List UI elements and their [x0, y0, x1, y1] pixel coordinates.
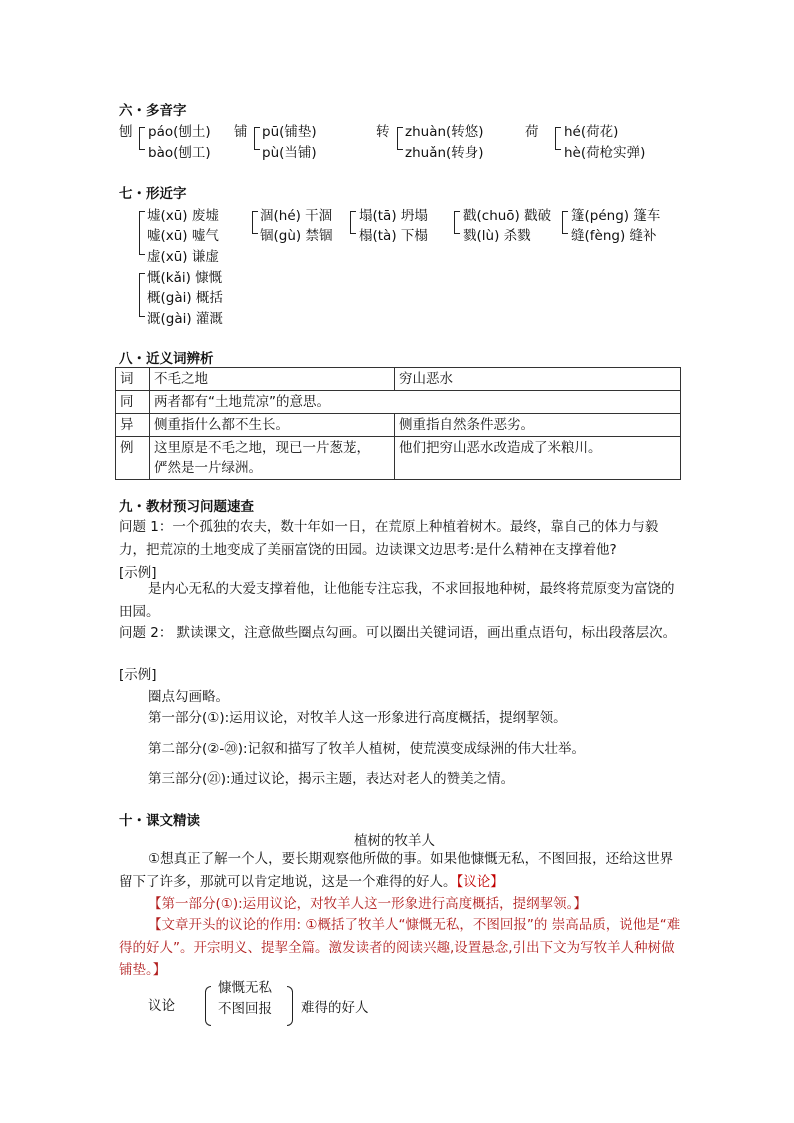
- question-2: 问题 2： 默读课文，注意做些圈点勾画。可以圈出关键词语，画出重点语句，标出段落层次。: [119, 625, 677, 641]
- similar-char: 嘘(xū) 嘘气: [147, 228, 219, 244]
- table-cell: 不毛之地: [150, 368, 395, 391]
- table-row: [116, 414, 681, 437]
- answer-line: 第一部分(①):运用议论，对牧羊人这一形象进行高度概括，提纲挈领。: [148, 710, 567, 726]
- example-label: [示例]: [119, 667, 157, 683]
- right-brace: [287, 986, 293, 1026]
- answer-line: 圈点勾画略。: [148, 689, 229, 705]
- diagram-right-label: 难得的好人: [301, 1000, 369, 1016]
- reading: páo(刨土): [148, 124, 211, 140]
- reading: hé(荷花): [564, 124, 619, 140]
- table-cell: 同: [116, 391, 150, 414]
- section-7-title: 七・形近字: [119, 186, 187, 202]
- example-line: 这里原是不毛之地，现已一片葱茏，: [154, 440, 370, 456]
- left-brace: [205, 986, 211, 1026]
- table-cell: 侧重指自然条件恶劣。: [395, 414, 681, 437]
- similar-char: 溉(gài) 灌溉: [147, 311, 223, 327]
- similar-char: 概(gài) 概括: [147, 290, 223, 306]
- brace: [454, 211, 460, 234]
- brace: [139, 273, 145, 317]
- question-1: 问题 1：一个孤独的农夫，数十年如一日，在荒原上种植着树木。最终，靠自己的体力与毅力，把荒凉的土地变成了美丽富饶的田园。边读课文边思考:是什么精神在支撑着他?: [119, 519, 659, 558]
- table-cell: 例: [116, 437, 150, 480]
- table-cell: 侧重指什么都不生长。: [150, 414, 395, 437]
- example-line: 俨然是一片绿洲。: [154, 460, 262, 476]
- section-8-title: 八・近义词辨析: [119, 351, 214, 367]
- brace: [254, 127, 260, 150]
- reading: zhuǎn(转身): [405, 145, 484, 161]
- section-10-title: 十・课文精读: [119, 813, 200, 829]
- similar-char: 戮(lù) 杀戮: [463, 228, 531, 244]
- table-row: [116, 437, 681, 480]
- similar-char: 锢(gù) 禁锢: [260, 228, 333, 244]
- table-cell: [150, 437, 395, 480]
- similar-char: 戳(chuō) 戳破: [463, 208, 552, 224]
- polyphone-char: 荷: [525, 124, 539, 140]
- similar-char: 涸(hé) 干涸: [260, 208, 333, 224]
- diagram-left-label: 议论: [148, 998, 175, 1014]
- example-label: [示例]: [119, 565, 157, 581]
- synonym-table: [115, 367, 681, 480]
- reading: hè(荷枪实弹): [564, 145, 646, 161]
- brace: [555, 127, 561, 150]
- article-paragraph-1: [119, 848, 681, 893]
- annotation-2: 【文章开头的议论的作用: ①概括了牧羊人“慷慨无私，不图回报”的 崇高品质，说他是“难得的好人”。开宗明义、提挈全篇。激发读者的阅读兴趣,设置悬念,引出下文为写牧羊人种树做铺垫。】: [119, 917, 681, 978]
- reading: bào(刨工): [148, 145, 211, 161]
- answer-1: 是内心无私的大爱支撑着他，让他能专注忘我，不求回报地种树，最终将荒原变为富饶的田园。: [119, 581, 675, 620]
- paragraph-text: ①想真正了解一个人，要长期观察他所做的事。如果他慷慨无私，不图回报，还给这世界留下了许多，那就可以肯定地说，这是一个难得的好人。: [119, 851, 674, 890]
- brace: [350, 211, 356, 234]
- brace: [139, 127, 145, 150]
- polyphone-char: 转: [376, 124, 390, 140]
- table-cell: 两者都有“土地荒凉”的意思。: [150, 391, 681, 414]
- table-cell: 词: [116, 368, 150, 391]
- table-cell: 穷山恶水: [395, 368, 681, 391]
- similar-char: 篷(péng) 篷车: [571, 208, 661, 224]
- similar-char: 塌(tā) 坍塌: [359, 208, 428, 224]
- answer-line: 第三部分(㉑):通过议论，揭示主题，表达对老人的赞美之情。: [148, 771, 515, 787]
- diagram-item: 慷慨无私: [218, 980, 272, 996]
- brace: [397, 127, 403, 150]
- annotation-1: 【第一部分(①):运用议论，对牧羊人这一形象进行高度概括，提纲挈领。】: [148, 896, 587, 912]
- table-row: [116, 368, 681, 391]
- brace: [252, 211, 258, 234]
- comment-tag: 【议论】: [456, 873, 504, 890]
- reading: pū(铺垫): [262, 124, 317, 140]
- table-cell: 异: [116, 414, 150, 437]
- section-9-title: 九・教材预习问题速查: [119, 499, 254, 515]
- brace: [562, 211, 568, 234]
- table-cell: 他们把穷山恶水改造成了米粮川。: [395, 437, 681, 480]
- section-6-title: 六・多音字: [119, 103, 187, 119]
- answer-line: 第二部分(②-⑳):记叙和描写了牧羊人植树，使荒漠变成绿洲的伟大壮举。: [148, 741, 586, 757]
- table-row: [116, 391, 681, 414]
- brace: [139, 211, 145, 255]
- diagram-item: 不图回报: [218, 1001, 272, 1017]
- polyphone-char: 刨: [119, 124, 133, 140]
- reading: pù(当铺): [262, 145, 317, 161]
- similar-char: 慨(kǎi) 慷慨: [147, 270, 223, 286]
- similar-char: 虚(xū) 谦虚: [147, 249, 219, 265]
- polyphone-char: 铺: [234, 124, 248, 140]
- reading: zhuàn(转悠): [405, 124, 484, 140]
- similar-char: 榻(tà) 下榻: [359, 228, 428, 244]
- similar-char: 墟(xū) 废墟: [147, 208, 219, 224]
- similar-char: 缝(fèng) 缝补: [571, 228, 657, 244]
- article-title: 植树的牧羊人: [354, 833, 435, 849]
